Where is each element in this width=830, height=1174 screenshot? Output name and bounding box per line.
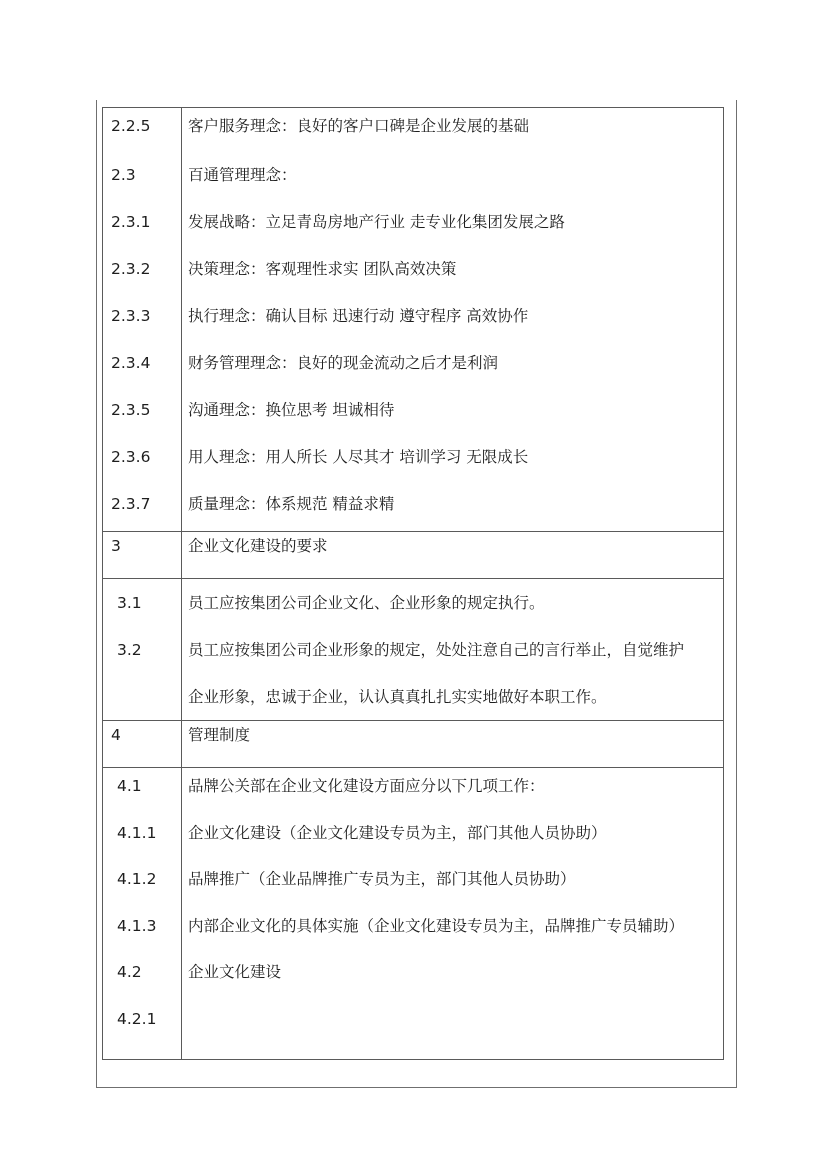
item-number: 2.3.2 xyxy=(111,260,151,278)
item-number: 4.1.2 xyxy=(117,870,157,888)
item-number: 2.3.7 xyxy=(111,495,151,513)
number-column xyxy=(103,532,182,579)
number-column xyxy=(103,721,182,768)
item-number xyxy=(103,673,181,720)
document-table xyxy=(102,107,724,1060)
item-number: 3.1 xyxy=(117,594,142,612)
item-number: 2.3.3 xyxy=(111,307,151,325)
number-column xyxy=(103,108,182,532)
section-number: 4 xyxy=(111,726,121,744)
item-number: 4.1 xyxy=(117,777,142,795)
item-text: 客户服务理念：良好的客户口碑是企业发展的基础 xyxy=(188,117,530,135)
item-text: 企业文化建设 xyxy=(188,963,282,981)
item-text: 百通管理理念： xyxy=(188,166,297,184)
item-text xyxy=(182,1001,723,1048)
item-number: 2.2.5 xyxy=(111,117,151,135)
number-column xyxy=(103,579,182,721)
section-title: 企业文化建设的要求 xyxy=(188,537,328,555)
item-number: 4.2 xyxy=(117,963,142,981)
item-text: 内部企业文化的具体实施（企业文化建设专员为主，品牌推广专员辅助） xyxy=(188,916,685,935)
text-column xyxy=(182,108,724,532)
item-number: 2.3.4 xyxy=(111,354,151,372)
text-column xyxy=(182,721,724,768)
item-number: 4.1.3 xyxy=(117,916,157,935)
number-column xyxy=(103,768,182,1060)
section-4-heading-row xyxy=(103,721,724,768)
item-text: 财务管理理念：良好的现金流动之后才是利润 xyxy=(188,354,499,372)
item-text: 质量理念：体系规范 精益求精 xyxy=(188,495,395,513)
section-title: 管理制度 xyxy=(188,726,251,744)
item-text: 企业形象，忠诚于企业，认认真真扎扎实实地做好本职工作。 xyxy=(188,688,607,706)
text-column xyxy=(182,579,724,721)
item-number: 3.2 xyxy=(117,641,142,659)
item-number: 2.3.5 xyxy=(111,401,151,419)
section-number: 3 xyxy=(111,537,121,555)
section-3-heading-row xyxy=(103,532,724,579)
text-column xyxy=(182,768,724,1060)
item-text: 员工应按集团公司企业形象的规定，处处注意自己的言行举止，自觉维护 xyxy=(188,641,685,659)
item-text: 员工应按集团公司企业文化、企业形象的规定执行。 xyxy=(188,594,545,612)
item-text: 沟通理念：换位思考 坦诚相待 xyxy=(188,401,395,419)
item-number: 4.1.1 xyxy=(117,823,157,842)
item-text: 执行理念：确认目标 迅速行动 遵守程序 高效协作 xyxy=(188,307,529,325)
text-column xyxy=(182,532,724,579)
item-text: 品牌公关部在企业文化建设方面应分以下几项工作： xyxy=(188,777,545,795)
item-text: 决策理念：客观理性求实 团队高效决策 xyxy=(188,260,457,278)
section-2-2-row xyxy=(103,108,724,532)
item-text: 发展战略：立足青岛房地产行业 走专业化集团发展之路 xyxy=(188,213,565,231)
item-number: 2.3.1 xyxy=(111,213,151,231)
item-number: 2.3 xyxy=(111,166,136,184)
item-text: 品牌推广（企业品牌推广专员为主，部门其他人员协助） xyxy=(188,870,576,888)
item-number: 4.2.1 xyxy=(117,1009,157,1028)
item-number: 2.3.6 xyxy=(111,448,151,466)
item-text: 用人理念：用人所长 人尽其才 培训学习 无限成长 xyxy=(188,448,529,466)
section-4-body-row xyxy=(103,768,724,1060)
item-text: 企业文化建设（企业文化建设专员为主，部门其他人员协助） xyxy=(188,823,607,842)
section-3-body-row xyxy=(103,579,724,721)
